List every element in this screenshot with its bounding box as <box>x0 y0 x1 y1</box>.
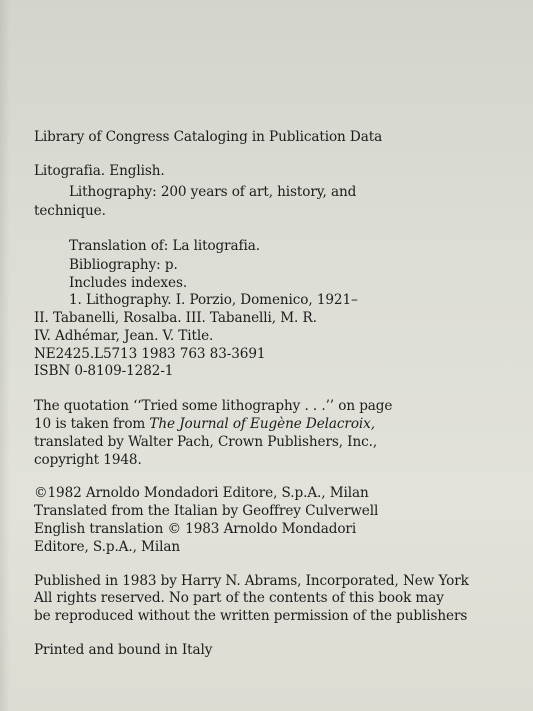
cip-call-number: NE2425.L5713 1983 763 83-3691 <box>34 346 266 362</box>
publisher-line2: All rights reserved. No part of the contents of this book may <box>34 590 444 606</box>
cip-heading: Library of Congress Cataloging in Publication Data <box>34 129 383 145</box>
cip-isbn: ISBN 0-8109-1282-1 <box>34 363 174 379</box>
quotation-line4: copyright 1948. <box>34 452 142 468</box>
cip-note-bibliography: Bibliography: p. <box>69 257 178 273</box>
cip-tracing-line3: IV. Adhémar, Jean. V. Title. <box>34 328 214 344</box>
copyright-line3: English translation © 1983 Arnoldo Mondadori <box>34 521 357 537</box>
quotation-line1: The quotation ‘‘Tried some lithography . . .’’ on page <box>34 398 393 414</box>
quotation-book-title: The Journal of Eugène Delacroix, <box>149 416 375 432</box>
cip-note-indexes: Includes indexes. <box>69 275 188 291</box>
printing-line1: Printed and bound in Italy <box>34 642 213 658</box>
page-shadow <box>0 0 10 711</box>
quotation-line2-prefix: 10 is taken from <box>34 416 150 432</box>
cip-main-entry: Litografia. English. <box>34 163 165 179</box>
copyright-line2: Translated from the Italian by Geoffrey Culverwell <box>34 503 379 519</box>
quotation-line3: translated by Walter Pach, Crown Publishers, Inc., <box>34 434 378 450</box>
quotation-line2 <box>34 418 375 432</box>
publisher-line1: Published in 1983 by Harry N. Abrams, Incorporated, New York <box>34 573 469 589</box>
copyright-line1: ©1982 Arnoldo Mondadori Editore, S.p.A., Milan <box>34 485 369 501</box>
cip-note-translation: Translation of: La litografia. <box>69 238 260 254</box>
copyright-line4: Editore, S.p.A., Milan <box>34 539 181 555</box>
cip-tracing-line1: 1. Lithography. I. Porzio, Domenico, 1921– <box>69 292 358 308</box>
publisher-line3: be reproduced without the written permission of the publishers <box>34 608 468 624</box>
cip-tracing-line2: II. Tabanelli, Rosalba. III. Tabanelli, M. R. <box>34 310 317 326</box>
cip-title-line1: Lithography: 200 years of art, history, and <box>69 184 357 200</box>
cip-title-line2: technique. <box>34 203 106 219</box>
